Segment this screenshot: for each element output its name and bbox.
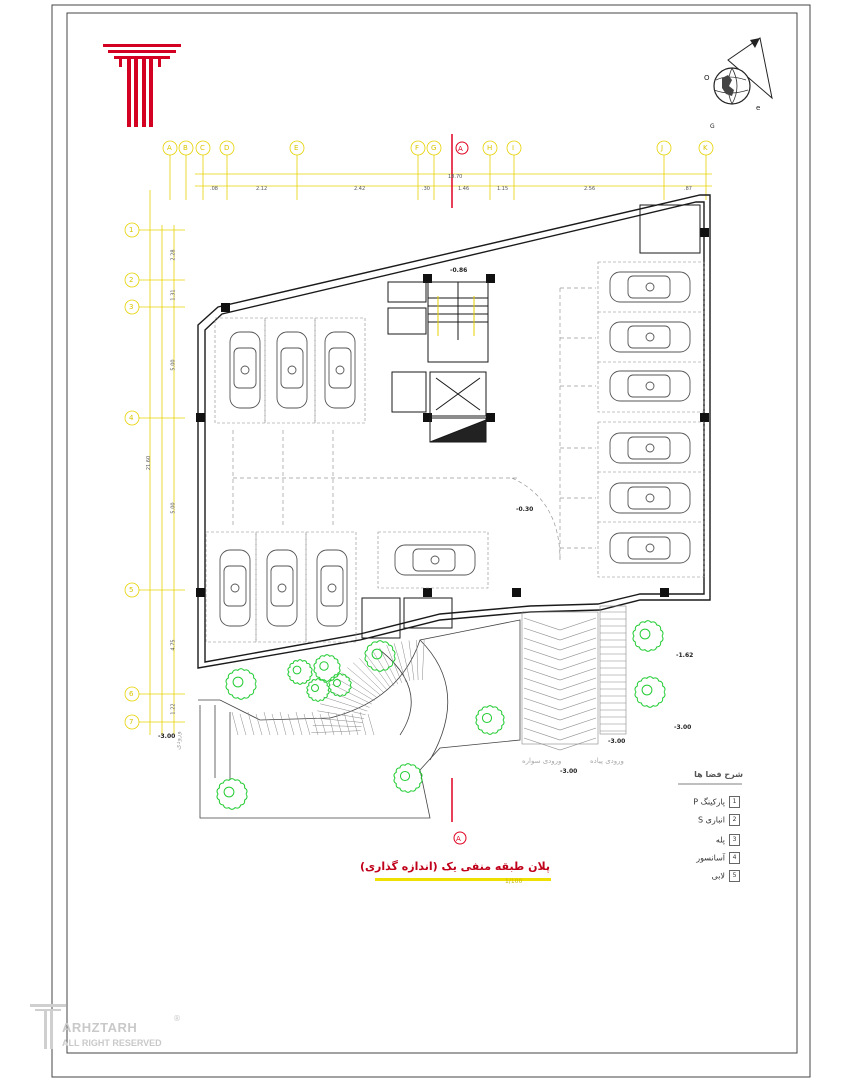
watermark-rights: ALL RIGHT RESERVED: [62, 1038, 162, 1048]
circulation-paths: [233, 288, 596, 560]
section-cut-markers: [452, 134, 468, 844]
legend-item: [670, 834, 740, 848]
outer-frame: [52, 5, 810, 1077]
dimension-text: 2.12: [256, 186, 268, 192]
legend-item: [670, 852, 740, 866]
elevation-label: -0.30: [516, 506, 534, 513]
tree-icon: [217, 779, 247, 810]
grid-col-label: B: [183, 144, 188, 152]
car-icon: [267, 550, 297, 626]
grid-column-markers: [163, 141, 713, 200]
section-mark-top: A: [458, 145, 463, 153]
svg-text:G: G: [710, 123, 715, 130]
tree-icon: [635, 677, 665, 708]
drawing-title: پلان طبقه منفی یک (اندازه گذاری): [359, 860, 550, 873]
pedestrian-entry-label: ورودی پیاده: [590, 757, 624, 765]
car-icon: [610, 371, 690, 401]
elevation-label: -1.62: [676, 652, 694, 659]
ramp-entry-label: ورودی: [174, 731, 182, 750]
stair-steps: [600, 606, 626, 734]
car-icon: [610, 322, 690, 352]
grid-row-markers: [125, 190, 185, 735]
dimension-text: 5.00: [170, 359, 177, 371]
section-mark-bottom: A: [456, 835, 461, 843]
dimension-text: 1.15: [497, 186, 509, 192]
dimension-text: 2.56: [584, 186, 596, 192]
dimension-total: 18.70: [448, 174, 463, 180]
grid-col-label: D: [224, 144, 230, 152]
north-arrow-icon: [704, 38, 772, 130]
legend-item-num: 5: [729, 870, 740, 882]
stair-elevator-core: [388, 282, 488, 442]
car-icon: [610, 533, 690, 563]
watermark-reg: ®: [173, 1014, 181, 1023]
dimension-text: .30: [422, 186, 430, 192]
legend-item: [670, 796, 740, 810]
grid-row-label: 1: [129, 226, 134, 234]
dimension-text: 1.46: [458, 186, 470, 192]
tree-icon: [365, 641, 395, 672]
dimension-text: 4.75: [170, 639, 177, 651]
legend-item-num: 4: [729, 852, 740, 864]
dimension-text: 5.00: [170, 502, 177, 514]
grid-col-label: E: [294, 144, 299, 152]
tree-icon: [288, 660, 312, 685]
car-icon: [277, 332, 307, 408]
watermark-logo-icon: [30, 1004, 66, 1049]
inner-frame: [67, 13, 797, 1053]
legend-item-num: 2: [729, 814, 740, 826]
vehicle-entry-label: ورودی سواره: [522, 757, 562, 765]
elevation-label: -3.00: [674, 724, 692, 731]
legend-item-label: آسانسور: [696, 853, 725, 863]
legend-item-label: انباری S: [697, 815, 725, 825]
grid-col-label: F: [415, 144, 420, 152]
grid-col-label: K: [703, 144, 708, 152]
car-icon: [395, 545, 475, 575]
legend-item: [670, 814, 740, 828]
vehicle-ramp: [198, 620, 520, 818]
tree-icon: [394, 764, 422, 793]
legend-item-num: 3: [729, 834, 740, 846]
legend-item-label: پارکینگ P: [693, 797, 725, 807]
grid-col-label: C: [200, 144, 205, 152]
dimension-text: 2.28: [170, 249, 177, 261]
grid-row-label: 4: [129, 414, 134, 422]
tree-icon: [314, 655, 340, 682]
dimension-total: 21.60: [146, 455, 153, 471]
pedestrian-ramp: [522, 612, 598, 750]
grid-col-label: I: [512, 144, 515, 152]
svg-text:e: e: [756, 104, 761, 112]
legend-item: [670, 870, 740, 884]
grid-row-label: 6: [129, 690, 134, 698]
parking-bays-right: [598, 262, 704, 577]
car-icon: [317, 550, 347, 626]
dimension-text: 2.42: [354, 186, 366, 192]
legend-item-label: پله: [715, 835, 725, 845]
legend-title: شرح فضا ها: [694, 770, 743, 779]
drawing-scale: 1/100: [505, 878, 523, 885]
grid-row-label: 7: [129, 718, 134, 726]
car-icons: [220, 272, 690, 626]
car-icon: [220, 550, 250, 626]
car-icon: [325, 332, 355, 408]
car-icon: [610, 272, 690, 302]
legend-item-num: 1: [729, 796, 740, 808]
car-icon: [230, 332, 260, 408]
car-icon: [610, 483, 690, 513]
grid-col-label: H: [487, 144, 493, 152]
grid-row-label: 3: [129, 303, 134, 311]
dimension-text: 1.22: [170, 703, 177, 715]
elevation-label: -3.00: [608, 738, 626, 745]
grid-row-label: 5: [129, 586, 134, 594]
dimension-text: .87: [684, 186, 692, 192]
tree-icon: [476, 706, 504, 735]
elevation-label: -3.00: [158, 733, 176, 740]
grid-col-label: G: [431, 144, 437, 152]
title-underline: [375, 878, 551, 881]
dimension-text: 1.31: [170, 289, 177, 301]
elevation-label: -3.00: [560, 768, 578, 775]
tree-icon: [633, 621, 663, 652]
grid-col-label: A: [167, 144, 172, 152]
legend-item-label: لابی: [711, 871, 725, 881]
grid-row-label: 2: [129, 276, 134, 284]
watermark-brand: ARHZTARH: [62, 1020, 138, 1035]
elevation-label: -0.86: [450, 267, 468, 274]
car-icon: [610, 433, 690, 463]
tree-icon: [307, 679, 329, 702]
tree-icon: [226, 669, 256, 700]
company-logo: [103, 44, 181, 127]
dimension-text: .08: [210, 186, 218, 192]
grid-col-label: J: [661, 144, 664, 152]
svg-text:O: O: [704, 74, 710, 82]
